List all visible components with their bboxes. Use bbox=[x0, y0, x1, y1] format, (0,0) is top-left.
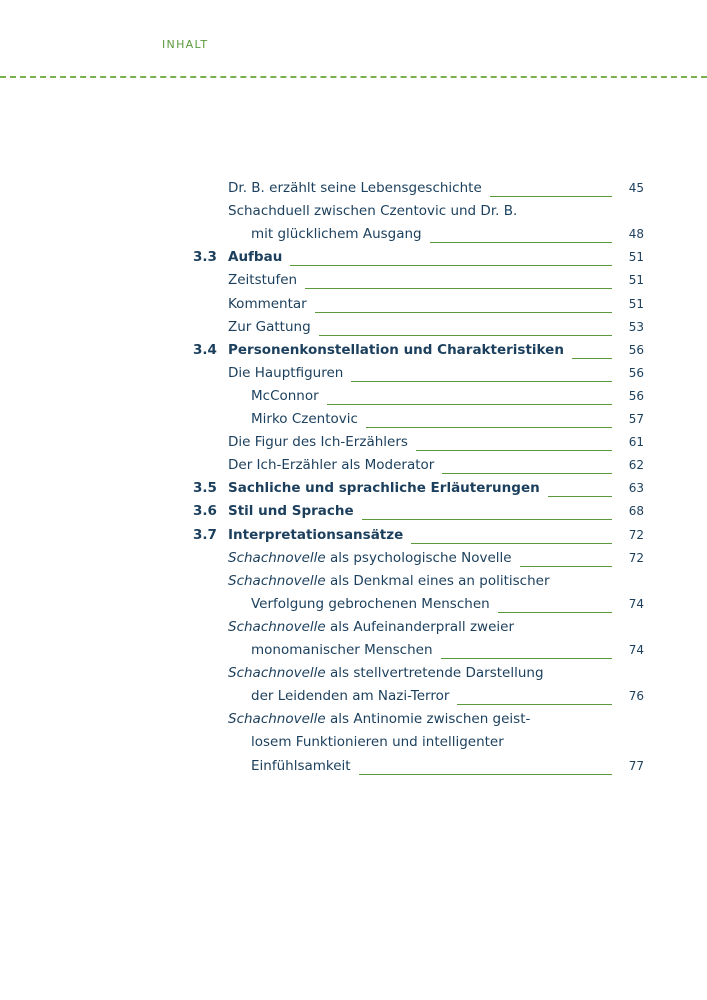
toc-title: Interpretationsansätze bbox=[228, 526, 404, 543]
toc-title: Kommentar bbox=[228, 295, 307, 312]
toc-page-number: 51 bbox=[628, 296, 644, 311]
toc-page-number: 68 bbox=[628, 504, 644, 519]
header-label: INHALT bbox=[162, 38, 209, 51]
toc-title: Sachliche und sprachliche Erläuterungen bbox=[228, 480, 540, 497]
toc-entry bbox=[0, 616, 707, 639]
toc-leader-line bbox=[520, 556, 612, 567]
toc-page-number: 61 bbox=[628, 435, 644, 450]
toc-title: Mirko Czentovic bbox=[251, 411, 358, 427]
toc-title-italic: Schachnovelle bbox=[228, 572, 326, 589]
toc-page-number: 48 bbox=[628, 227, 644, 242]
toc-entry bbox=[0, 246, 707, 269]
toc-entry bbox=[0, 316, 707, 339]
toc-leader-line bbox=[490, 186, 612, 197]
toc-title: losem Funktionieren und intelligenter bbox=[251, 734, 504, 751]
toc-entry bbox=[0, 362, 707, 385]
toc-leader-line bbox=[359, 764, 612, 775]
toc-title: Personenkonstellation und Charakteristiken bbox=[228, 341, 564, 358]
toc-leader-line bbox=[442, 463, 612, 474]
toc-entry bbox=[0, 685, 707, 708]
toc-leader-line bbox=[315, 302, 612, 313]
toc-entry bbox=[0, 755, 707, 778]
toc-section-number: 3.4 bbox=[193, 341, 217, 358]
toc-page-number: 56 bbox=[628, 388, 644, 403]
toc-entry bbox=[0, 477, 707, 500]
toc-page-number: 72 bbox=[628, 527, 644, 542]
toc-leader-line bbox=[430, 232, 612, 243]
toc-leader-line bbox=[548, 486, 612, 497]
toc-page-number: 56 bbox=[628, 365, 644, 380]
toc-entry bbox=[0, 269, 707, 292]
toc-entry bbox=[0, 339, 707, 362]
toc-title: Aufbau bbox=[228, 249, 283, 266]
toc-entry bbox=[0, 408, 707, 431]
toc-page-number: 56 bbox=[628, 342, 644, 357]
toc-title: als stellvertretende Darstellung bbox=[325, 665, 544, 682]
toc-leader-line bbox=[457, 694, 612, 705]
toc-title: Der Ich-Erzähler als Moderator bbox=[228, 457, 435, 474]
toc-title: Die Hauptfiguren bbox=[228, 364, 344, 381]
toc-leader-line bbox=[411, 533, 612, 544]
toc-entry bbox=[0, 385, 707, 408]
toc-page-number: 45 bbox=[628, 181, 644, 195]
toc-section-number: 3.7 bbox=[193, 526, 217, 543]
toc-page-number: 74 bbox=[628, 643, 644, 657]
toc-section-number: 3.5 bbox=[193, 480, 217, 497]
toc-page-number: 76 bbox=[628, 689, 644, 704]
toc-entry bbox=[0, 200, 707, 223]
toc-entry bbox=[0, 570, 707, 593]
toc-entry bbox=[0, 223, 707, 246]
toc-entry bbox=[0, 500, 707, 523]
toc-page-number: 53 bbox=[628, 319, 644, 334]
toc-entry bbox=[0, 177, 707, 200]
toc-title-italic: Schachnovelle bbox=[228, 549, 326, 566]
toc-entry bbox=[0, 547, 707, 570]
toc-title: als Aufeinanderprall zweier bbox=[325, 618, 514, 635]
toc-title: Stil und Sprache bbox=[228, 503, 354, 520]
toc-title: der Leidenden am Nazi-Terror bbox=[251, 688, 450, 705]
toc-entry bbox=[0, 639, 707, 662]
toc-page-number: 51 bbox=[628, 273, 644, 288]
toc-leader-line bbox=[366, 417, 612, 428]
toc-title-italic: Schachnovelle bbox=[228, 711, 326, 728]
toc-page-number: 57 bbox=[628, 412, 644, 426]
toc-leader-line bbox=[498, 602, 612, 613]
toc-leader-line bbox=[351, 371, 612, 382]
toc-title: McConnor bbox=[251, 387, 319, 404]
toc-leader-line bbox=[362, 509, 612, 520]
toc-title: Einfühlsamkeit bbox=[251, 757, 351, 774]
toc-leader-line bbox=[572, 348, 612, 359]
toc-title: Zur Gattung bbox=[228, 318, 311, 335]
toc-title: Zeitstufen bbox=[228, 272, 298, 289]
toc-leader-line bbox=[327, 394, 612, 405]
toc-leader-line bbox=[319, 325, 612, 336]
toc-title-italic: Schachnovelle bbox=[228, 665, 326, 682]
header-dashed-rule bbox=[0, 76, 707, 78]
toc-title: monomanischer Menschen bbox=[251, 642, 433, 658]
toc-page-number: 63 bbox=[628, 481, 644, 496]
toc-title: Verfolgung gebrochenen Menschen bbox=[251, 595, 490, 612]
toc-title: Schachduell zwischen Czentovic und Dr. B. bbox=[228, 203, 518, 220]
toc-leader-line bbox=[441, 648, 613, 659]
toc-title-italic: Schachnovelle bbox=[228, 618, 326, 635]
toc-entry bbox=[0, 662, 707, 685]
toc-page-number: 72 bbox=[628, 550, 644, 565]
toc-leader-line bbox=[290, 255, 612, 266]
toc-title: mit glücklichem Ausgang bbox=[251, 226, 422, 243]
toc-title: Die Figur des Ich-Erzählers bbox=[228, 434, 408, 451]
toc-page-number: 62 bbox=[628, 458, 644, 473]
toc-page-number: 51 bbox=[628, 250, 644, 265]
toc-leader-line bbox=[305, 278, 612, 289]
toc-entry bbox=[0, 454, 707, 477]
toc-leader-line bbox=[416, 440, 612, 451]
toc-entry bbox=[0, 593, 707, 616]
toc-entry bbox=[0, 524, 707, 547]
toc-section-number: 3.6 bbox=[193, 503, 217, 520]
toc-title: als psychologische Novelle bbox=[325, 549, 512, 566]
toc-page-number: 74 bbox=[628, 596, 644, 611]
toc-entry bbox=[0, 293, 707, 316]
toc-entry bbox=[0, 731, 707, 754]
toc-title: als Denkmal eines an politischer bbox=[325, 572, 550, 589]
toc-page-number: 77 bbox=[628, 758, 644, 773]
toc-section-number: 3.3 bbox=[193, 249, 217, 266]
toc-title: Dr. B. erzählt seine Lebensgeschichte bbox=[228, 180, 482, 196]
toc-entry bbox=[0, 431, 707, 454]
toc-title: als Antinomie zwischen geist- bbox=[325, 711, 531, 728]
toc-entry bbox=[0, 708, 707, 731]
